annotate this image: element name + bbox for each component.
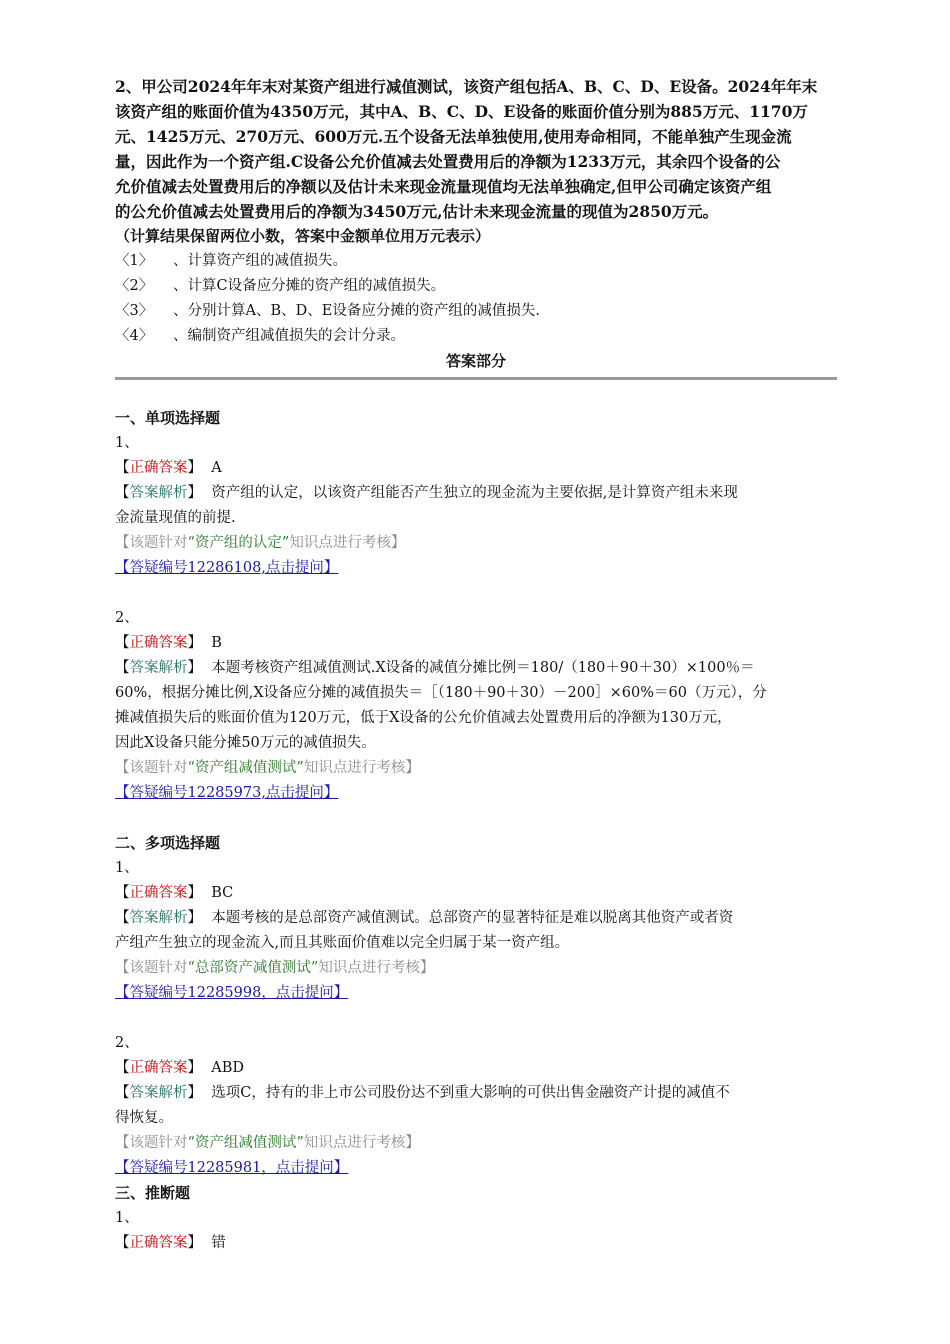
correct-answer-row: 【正确答案】 BC [115, 885, 234, 901]
question-line-1: 2、甲公司2024年年末对某资产组进行减值测试，该资产组包括A、B、C、D、E设备。2024年年末 [115, 77, 818, 96]
analysis-row: 【答案解析】 本题考核的是总部资产减值测试。总部资产的显著特征是难以脱离其他资产或者资 [115, 910, 734, 926]
correct-answer-label: 正确答案 [129, 1235, 188, 1251]
sub-question-4 [115, 324, 837, 349]
sub-question-text: 、分别计算A、B、D、E设备应分摊的资产组的减值损失. [173, 303, 540, 319]
correct-answer-label: 正确答案 [129, 1060, 188, 1076]
analysis-label: 答案解析 [129, 485, 188, 501]
question-line-5: 允价值减去处置费用后的净额以及估计未来现金流量现值均无法单独确定,但甲公司确定该资产组 [115, 177, 772, 196]
item-number: 1、 [115, 860, 139, 876]
topic-note: 【该题针对“资产组减值测试”知识点进行考核】 [115, 1135, 420, 1151]
document-page [115, 74, 837, 1256]
topic-note: 【该题针对“总部资产减值测试”知识点进行考核】 [115, 960, 435, 976]
analysis-text: 本题考核的是总部资产减值测试。总部资产的显著特征是难以脱离其他资产或者资 [211, 910, 734, 926]
topic-name: “资产组减值测试” [187, 1135, 304, 1151]
correct-answer-value: A [211, 460, 222, 476]
item-number: 2、 [115, 610, 139, 626]
ask-question-link[interactable]: 【答疑编号12285973,点击提问】 [115, 785, 339, 801]
analysis-label: 答案解析 [129, 660, 188, 676]
section-title-judge: 三、推断题 [115, 1184, 191, 1202]
correct-answer-label: 正确答案 [129, 635, 188, 651]
analysis-text: 本题考核资产组减值测试.X设备的减值分摊比例＝180/（180＋90＋30）×100％＝ [211, 660, 755, 676]
analysis-text: 选项C，持有的非上市公司股份达不到重大影响的可供出售金融资产计提的减值不 [211, 1085, 730, 1101]
topic-note: 【该题针对“资产组减值测试”知识点进行考核】 [115, 760, 420, 776]
item-number: 2、 [115, 1035, 139, 1051]
correct-answer-row: 【正确答案】 错 [115, 1235, 226, 1251]
topic-name: “总部资产减值测试” [187, 960, 319, 976]
item-number: 1、 [115, 1210, 139, 1226]
ask-question-link[interactable]: 【答疑编号12285998，点击提问】 [115, 985, 349, 1001]
analysis-text: 因此X设备只能分摊50万元的减值损失。 [115, 735, 376, 751]
analysis-text: 资产组的认定，以该资产组能否产生独立的现金流为主要依据,是计算资产组未来现 [211, 485, 738, 501]
topic-note: 【该题针对“资产组的认定”知识点进行考核】 [115, 535, 406, 551]
analysis-text: 金流量现值的前提. [115, 510, 236, 526]
analysis-text: 摊减值损失后的账面价值为120万元，低于X设备的公允价值减去处置费用后的净额为130万元， [115, 710, 732, 726]
sub-question-number: 〈2〉 [115, 278, 154, 294]
section-title-multi: 二、多项选择题 [115, 834, 221, 852]
topic-name: “资产组减值测试” [187, 760, 304, 776]
correct-answer-value: ABD [211, 1060, 244, 1076]
analysis-text: 产组产生独立的现金流入,而且其账面价值难以完全归属于某一资产组。 [115, 935, 570, 951]
section-title-single: 一、单项选择题 [115, 409, 221, 427]
correct-answer-label: 正确答案 [129, 460, 188, 476]
correct-answer-value: B [211, 635, 222, 651]
sub-question-3 [115, 299, 837, 324]
ask-question-link[interactable]: 【答疑编号12286108,点击提问】 [115, 560, 339, 576]
question-line-3: 元、1425万元、270万元、600万元.五个设备无法单独使用,使用寿命相同，不能单独产生现金流 [115, 127, 792, 146]
sub-question-number: 〈3〉 [115, 303, 154, 319]
question-line-4: 量，因此作为一个资产组.C设备公允价值减去处置费用后的净额为1233万元，其余四个设备的公 [115, 152, 781, 171]
correct-answer-label: 正确答案 [129, 885, 188, 901]
question-line-6: 的公允价值减去处置费用后的净额为3450万元,估计未来现金流量的现值为2850万元。 [115, 202, 719, 221]
sub-question-text: 、编制资产组减值损失的会计分录。 [173, 328, 405, 344]
question-line-2: 该资产组的账面价值为4350万元，其中A、B、C、D、E设备的账面价值分别为885万元、1170万 [115, 102, 808, 121]
answer-section-title: 答案部分 [445, 352, 506, 370]
divider [115, 377, 837, 380]
correct-answer-row: 【正确答案】 ABD [115, 1060, 244, 1076]
correct-answer-row: 【正确答案】 B [115, 635, 222, 651]
correct-answer-row: 【正确答案】 A [115, 460, 222, 476]
calc-note: （计算结果保留两位小数，答案中金额单位用万元表示） [115, 227, 491, 245]
correct-answer-value: 错 [211, 1235, 226, 1251]
item-number: 1、 [115, 435, 139, 451]
analysis-row: 【答案解析】 选项C，持有的非上市公司股份达不到重大影响的可供出售金融资产计提的减值不 [115, 1085, 730, 1101]
analysis-text: 得恢复。 [115, 1110, 173, 1126]
analysis-row: 【答案解析】 资产组的认定，以该资产组能否产生独立的现金流为主要依据,是计算资产组未来现 [115, 485, 738, 501]
analysis-label: 答案解析 [129, 1085, 188, 1101]
sub-question-number: 〈4〉 [115, 328, 154, 344]
correct-answer-value: BC [211, 885, 234, 901]
ask-question-link[interactable]: 【答疑编号12285981，点击提问】 [115, 1160, 349, 1176]
sub-question-text: 、计算C设备应分摊的资产组的减值损失。 [173, 278, 446, 294]
sub-question-text: 、计算资产组的减值损失。 [173, 253, 347, 269]
sub-question-2 [115, 274, 837, 299]
analysis-label: 答案解析 [129, 910, 188, 926]
analysis-row: 【答案解析】 本题考核资产组减值测试.X设备的减值分摊比例＝180/（180＋90＋30）×100％＝ [115, 660, 755, 676]
sub-question-number: 〈1〉 [115, 253, 154, 269]
analysis-text: 60%，根据分摊比例,X设备应分摊的减值损失＝［（180＋90＋30）－200］×60%＝60（万元），分 [115, 685, 767, 701]
topic-name: “资产组的认定” [187, 535, 290, 551]
sub-question-1 [115, 249, 837, 274]
